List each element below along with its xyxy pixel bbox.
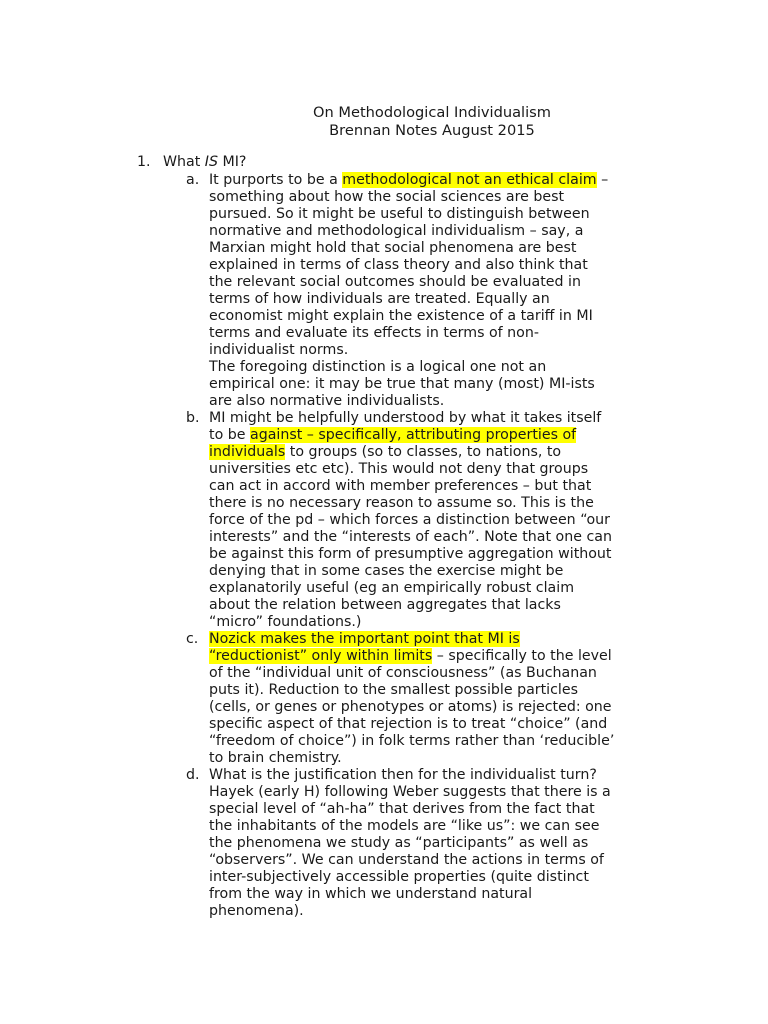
text-line: puts it). Reduction to the smallest possible particles [209,682,578,698]
list-marker: a. [186,172,200,188]
text-line [209,172,639,189]
text-line: force of the pd – which forces a distinction between “our [209,512,611,528]
text-line: universities etc etc). This would not deny that groups [209,461,589,477]
list-marker: b. [186,410,200,426]
text-run: to be [209,427,250,443]
text-line: “observers”. We can understand the actions in terms of [209,852,604,868]
list-item-a [186,172,639,410]
list-item-d [186,767,639,920]
text-line: “freedom of choice”) in folk terms rather than ‘reducible’ [209,733,615,749]
text-run: – specifically to the level [432,648,612,664]
text-line: explained in terms of class theory and also think that [209,257,588,273]
list-item-c [186,631,639,767]
text-line: explanatorily useful (eg an empirically robust claim [209,580,575,596]
text-line: Hayek (early H) following Weber suggests that there is a [209,784,611,800]
text-line: phenomena). [209,903,304,919]
question-text [163,154,246,171]
text-line: terms of how individuals are treated. Equally an [209,291,550,307]
text-line: from the way in which we understand natural [209,886,533,902]
text-run: to groups (so to classes, to nations, to [285,444,562,460]
text-line: normative and methodological individualism – say, a [209,223,584,239]
text-line: inter-subjectively accessible properties (quite distinct [209,869,589,885]
text-line: terms and evaluate its effects in terms of non- [209,325,539,341]
list-number: 1. [137,154,151,170]
question-emphasis: IS [204,154,218,170]
text-line [209,427,639,444]
text-line: something about how the social sciences are best [209,189,565,205]
text-line: individualist norms. [209,342,349,358]
text-line: What is the justification then for the individualist turn? [209,767,597,783]
text-line: pursued. So it might be useful to distinguish between [209,206,590,222]
question-prefix: What [163,154,205,170]
list-item-b [186,410,639,631]
text-line: “micro” foundations.) [209,614,362,630]
highlight: methodological not an ethical claim [342,172,597,188]
text-line: the phenomena we study as “participants” as well as [209,835,589,851]
text-line: specific aspect of that rejection is to treat “choice” (and [209,716,608,732]
text-line: to brain chemistry. [209,750,342,766]
text-line: of the “individual unit of consciousness” (as Buchanan [209,665,597,681]
title-line-1: On Methodological Individualism [313,104,551,121]
highlight: “reductionist” only within limits [209,648,433,664]
text-line: there is no necessary reason to assume so. This is the [209,495,594,511]
highlight: individuals [209,444,286,460]
text-run: It purports to be a [209,172,343,188]
highlight: against – specifically, attributing properties of [250,427,577,443]
question-suffix: MI? [218,154,247,170]
text-line: the inhabitants of the models are “like us”: we can see [209,818,600,834]
text-line: denying that in some cases the exercise might be [209,563,564,579]
text-line: can act in accord with member preferences – but that [209,478,592,494]
text-line: empirical one: it may be true that many (most) MI-ists [209,376,595,392]
text-run: – [596,172,609,188]
text-line: economist might explain the existence of a tariff in MI [209,308,593,324]
text-line: MI might be helpfully understood by what it takes itself [209,410,602,426]
text-line: are also normative individualists. [209,393,445,409]
document-title [0,104,768,140]
text-line: Marxian might hold that social phenomena are best [209,240,577,256]
text-line [209,648,639,665]
text-line: (cells, or genes or phenotypes or atoms) is rejected: one [209,699,612,715]
text-line: special level of “ah-ha” that derives from the fact that [209,801,595,817]
list-marker: c. [186,631,199,647]
text-line: interests” and the “interests of each”. Note that one can [209,529,612,545]
text-line: be against this form of presumptive aggregation without [209,546,612,562]
text-line: The foregoing distinction is a logical one not an [209,359,547,375]
text-line: about the relation between aggregates that lacks [209,597,561,613]
text-line [209,631,639,648]
list-marker: d. [186,767,200,783]
text-line [209,444,639,461]
title-line-2: Brennan Notes August 2015 [329,122,535,139]
text-line: the relevant social outcomes should be evaluated in [209,274,581,290]
highlight: Nozick makes the important point that MI is [209,631,520,647]
